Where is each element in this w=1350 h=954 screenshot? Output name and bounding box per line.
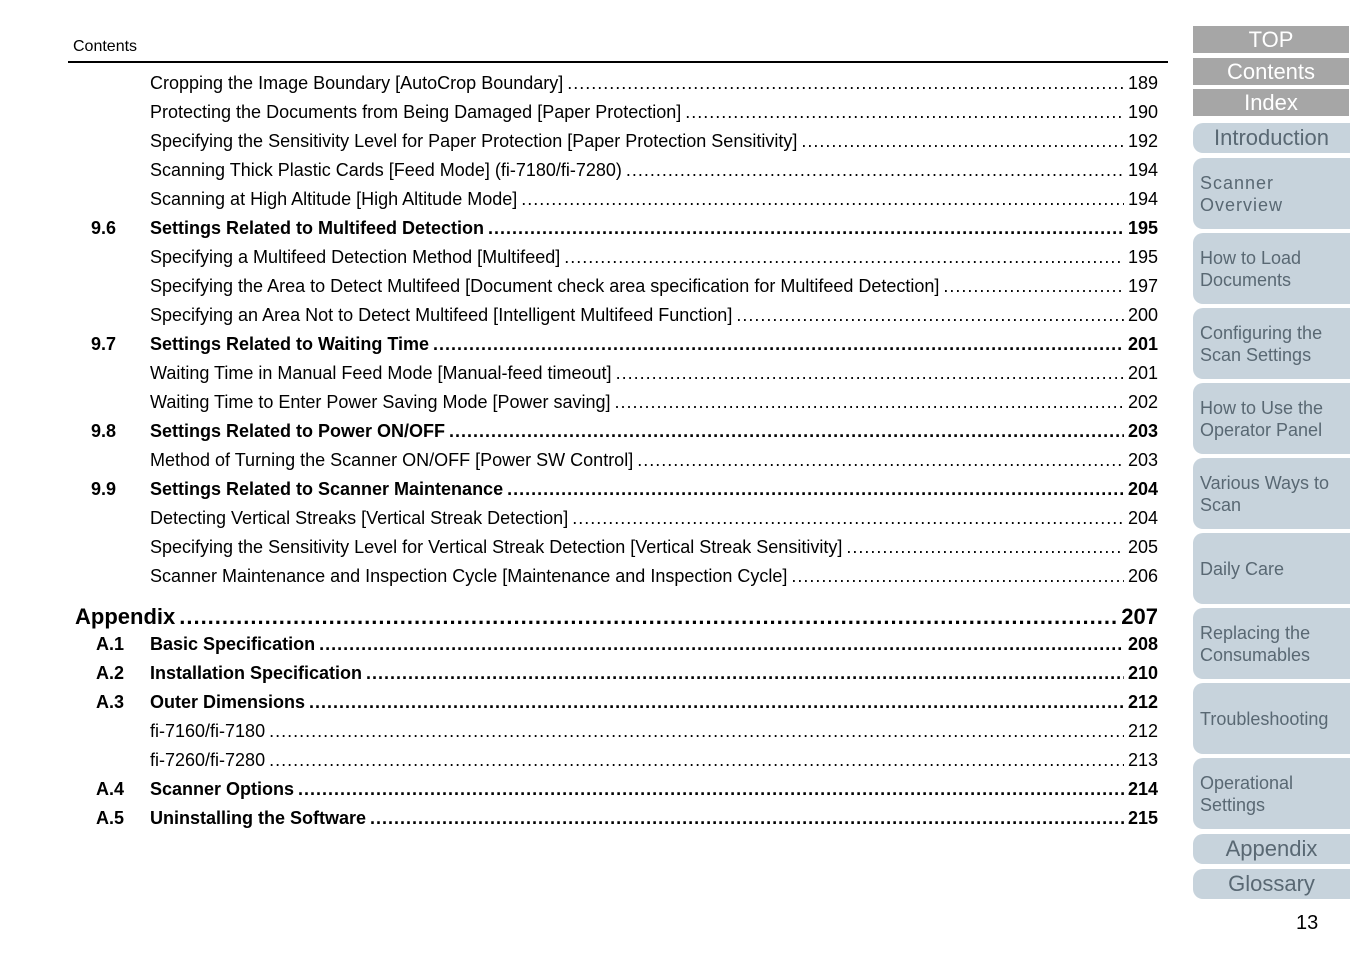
toc-leader-dots [370,808,1124,829]
toc-entry-link [150,721,1158,742]
tab-label: Operational Settings [1200,772,1294,815]
toc-entry-page: 201 [1127,363,1158,383]
toc-leader-dots [846,537,1124,558]
toc-entry-title: Scanner Options [150,779,295,799]
toc-entry-link [150,508,1158,529]
tab-operational-settings[interactable] [1193,758,1350,829]
toc-entry[interactable] [0,417,1170,446]
toc-entry-link [150,363,1158,384]
toc-entry-link [150,131,1158,152]
toc-entry-title: Protecting the Documents from Being Damaged [Paper Protection] [150,102,682,122]
tab-how-to-load-documents[interactable] [1193,233,1350,304]
toc-entry-link [150,102,1158,123]
toc-entry[interactable] [0,330,1170,359]
toc-entry[interactable] [0,630,1170,659]
toc-entry-link [150,479,1158,500]
tab-label: Configuring the Scan Settings [1200,322,1323,365]
toc-entry-page: 203 [1127,450,1158,470]
toc-leader-dots [269,750,1124,771]
nav-contents-label: Contents [1226,59,1316,84]
toc-entry[interactable] [0,504,1170,533]
toc-leader-dots [943,276,1124,297]
toc-entry-page: 207 [1121,604,1158,629]
toc-entry[interactable] [0,214,1170,243]
toc-entry-title: Method of Turning the Scanner ON/OFF [Power SW Control] [150,450,634,470]
toc-entry-link [150,160,1158,181]
toc-leader-dots [269,721,1124,742]
toc-entry[interactable] [0,775,1170,804]
nav-top-label: TOP [1248,27,1294,52]
tab-various-ways-to-scan[interactable] [1193,458,1350,529]
toc-leader-dots [616,363,1124,384]
toc-entry-title: Cropping the Image Boundary [AutoCrop Boundary] [150,73,564,93]
toc-entry[interactable] [0,804,1170,833]
toc-entry-title: Settings Related to Scanner Maintenance [150,479,504,499]
toc-entry-title: Outer Dimensions [150,692,306,712]
toc-entry-title: Specifying the Sensitivity Level for Vertical Streak Detection [Vertical Streak Sensitivity] [150,537,843,557]
tab-troubleshooting[interactable] [1193,683,1350,754]
toc-entry[interactable] [0,127,1170,156]
tab-label: Daily Care [1200,558,1285,579]
toc-entry-number: A.2 [96,663,125,683]
nav-index-label: Index [1244,90,1298,115]
toc-entry-link [150,450,1158,471]
toc-entry-number: A.3 [96,692,125,712]
toc-entry[interactable] [0,243,1170,272]
toc-entry-title: fi-7260/fi-7280 [150,750,266,770]
toc-entry-page: 195 [1127,247,1158,267]
toc-entry-title: Installation Specification [150,663,363,683]
toc-entry-link [150,247,1158,268]
toc-entry-link [150,421,1158,442]
toc-entry[interactable] [0,156,1170,185]
page-number: 13 [1296,912,1319,934]
toc-entry-page: 190 [1127,102,1158,122]
toc-entry-page: 204 [1127,479,1158,499]
tab-replacing-consumables[interactable] [1193,608,1350,679]
toc-entry-page: 212 [1127,692,1158,712]
toc-leader-dots [567,73,1124,94]
toc-entry[interactable] [0,69,1170,98]
tab-label: Glossary [1228,871,1315,896]
toc-entry-number: A.5 [96,808,125,828]
toc-entry-link [150,663,1158,684]
toc-entry-page: 200 [1127,305,1158,325]
toc-entry-page: 213 [1127,750,1158,770]
toc-leader-dots [507,479,1124,500]
toc-entry-page: 194 [1127,160,1158,180]
toc-entry[interactable] [0,659,1170,688]
tab-label: How to Load Documents [1200,247,1302,290]
tab-label: How to Use the Operator Panel [1200,397,1324,440]
toc-entry-page: 212 [1127,721,1158,741]
toc-entry[interactable] [0,98,1170,127]
toc-entry-title: Detecting Vertical Streaks [Vertical Streak Detection] [150,508,569,528]
toc-entry-link [150,334,1158,355]
toc-entry[interactable] [0,475,1170,504]
toc-entry[interactable] [0,717,1170,746]
toc-entry-title: Basic Specification [150,634,316,654]
toc-entry-title: Specifying the Sensitivity Level for Paper Protection [Paper Protection Sensitivity] [150,131,798,151]
toc-entry-page: 215 [1127,808,1158,828]
toc-entry-title: Uninstalling the Software [150,808,367,828]
toc-entry-number: A.4 [96,779,125,799]
toc-entry-number: 9.6 [91,218,117,238]
toc-entry[interactable] [0,185,1170,214]
header-label: Contents [73,38,138,55]
toc-entry[interactable] [0,388,1170,417]
tab-introduction[interactable] [1193,123,1350,153]
toc-leader-dots [791,566,1124,587]
toc-entry-title: Specifying a Multifeed Detection Method [Multifeed] [150,247,561,267]
toc-entry-page: 197 [1127,276,1158,296]
tab-label: Replacing the Consumables [1200,622,1311,665]
toc-entry-title: Settings Related to Waiting Time [150,334,430,354]
tab-operator-panel[interactable] [1193,383,1350,454]
toc-entry-title: Settings Related to Power ON/OFF [150,421,446,441]
toc-leader-dots [521,189,1124,210]
toc-leader-dots [449,421,1124,442]
toc-entry-link [150,634,1158,655]
toc-entry-link [150,189,1158,210]
tab-glossary[interactable] [1193,869,1350,899]
nav-contents-button[interactable] [1193,58,1349,85]
tab-label: Scanner Overview [1200,172,1284,215]
toc-leader-dots [626,160,1124,181]
toc-entry-link [150,779,1158,800]
toc-entry-link [150,276,1158,297]
toc-entry-page: 194 [1127,189,1158,209]
toc-entry-link [150,218,1158,239]
toc-leader-dots [488,218,1124,239]
toc-entry[interactable] [0,688,1170,717]
toc-entry-link [150,750,1158,771]
toc-entry-number: 9.8 [91,421,117,441]
toc-entry-title: Scanner Maintenance and Inspection Cycle [Maintenance and Inspection Cycle] [150,566,788,586]
toc-entry-page: 205 [1127,537,1158,557]
toc-entry[interactable] [0,446,1170,475]
toc-entry-link [150,305,1158,326]
toc-entry-link [150,392,1158,413]
toc-entry-title: Specifying the Area to Detect Multifeed [Document check area specification for Multifeed Detection] [150,276,940,296]
toc-entry-page: 206 [1127,566,1158,586]
toc-leader-dots [572,508,1124,529]
toc-entry-page: 214 [1127,779,1158,799]
toc-entry[interactable] [0,301,1170,330]
nav-top-button[interactable] [1193,26,1349,53]
toc-entry-number: A.1 [96,634,125,654]
toc-entry-page: 204 [1127,508,1158,528]
toc-entry-title: Waiting Time to Enter Power Saving Mode [Power saving] [150,392,611,412]
toc-entry[interactable] [0,600,1170,634]
toc-entry-title: Settings Related to Multifeed Detection [150,218,485,238]
toc-entry-page: 189 [1127,73,1158,93]
toc-entry-title: Specifying an Area Not to Detect Multifeed [Intelligent Multifeed Function] [150,305,733,325]
toc-entry-link [150,537,1158,558]
toc-leader-dots [615,392,1124,413]
toc-leader-dots [736,305,1124,326]
toc-entry-page: 201 [1127,334,1158,354]
tab-label: Troubleshooting [1200,708,1329,729]
tab-configuring-scan-settings[interactable] [1193,308,1350,379]
toc-entry-link [150,808,1158,829]
toc-leader-dots [433,334,1124,355]
toc-entry-page: 202 [1127,392,1158,412]
toc-entry-page: 195 [1127,218,1158,238]
toc-leader-dots [179,604,1117,630]
toc-leader-dots [319,634,1124,655]
toc-leader-dots [685,102,1124,123]
tab-label: Introduction [1214,125,1329,150]
nav-index-button[interactable] [1193,89,1349,116]
toc-entry-link [150,73,1158,94]
toc-entry[interactable] [0,746,1170,775]
toc-entry-page: 208 [1127,634,1158,654]
toc-entry-link [150,566,1158,587]
toc-entry-title: Appendix [75,604,176,629]
toc-entry-page: 203 [1127,421,1158,441]
tab-scanner-overview[interactable] [1193,158,1350,229]
toc-entry-title: Scanning Thick Plastic Cards [Feed Mode] (fi-7180/fi-7280) [150,160,622,180]
toc-entry[interactable] [0,533,1170,562]
tab-appendix[interactable] [1193,834,1350,864]
tab-label: Various Ways to Scan [1200,472,1330,515]
toc-leader-dots [309,692,1124,713]
toc-leader-dots [637,450,1124,471]
toc-entry[interactable] [0,272,1170,301]
toc-entry-title: Waiting Time in Manual Feed Mode [Manual-feed timeout] [150,363,612,383]
toc-leader-dots [298,779,1124,800]
toc-entry[interactable] [0,562,1170,591]
toc-leader-dots [366,663,1124,684]
toc-entry-title: fi-7160/fi-7180 [150,721,266,741]
toc-entry-page: 192 [1127,131,1158,151]
toc-leader-dots [564,247,1124,268]
toc-leader-dots [801,131,1124,152]
toc-entry-link [150,692,1158,713]
toc-entry-title: Scanning at High Altitude [High Altitude Mode] [150,189,518,209]
tab-daily-care[interactable] [1193,533,1350,604]
toc-entry-number: 9.7 [91,334,117,354]
tab-label: Appendix [1225,836,1318,861]
toc-entry-page: 210 [1127,663,1158,683]
toc-entry-link [75,604,1158,630]
toc-entry[interactable] [0,359,1170,388]
toc-entry-number: 9.9 [91,479,117,499]
